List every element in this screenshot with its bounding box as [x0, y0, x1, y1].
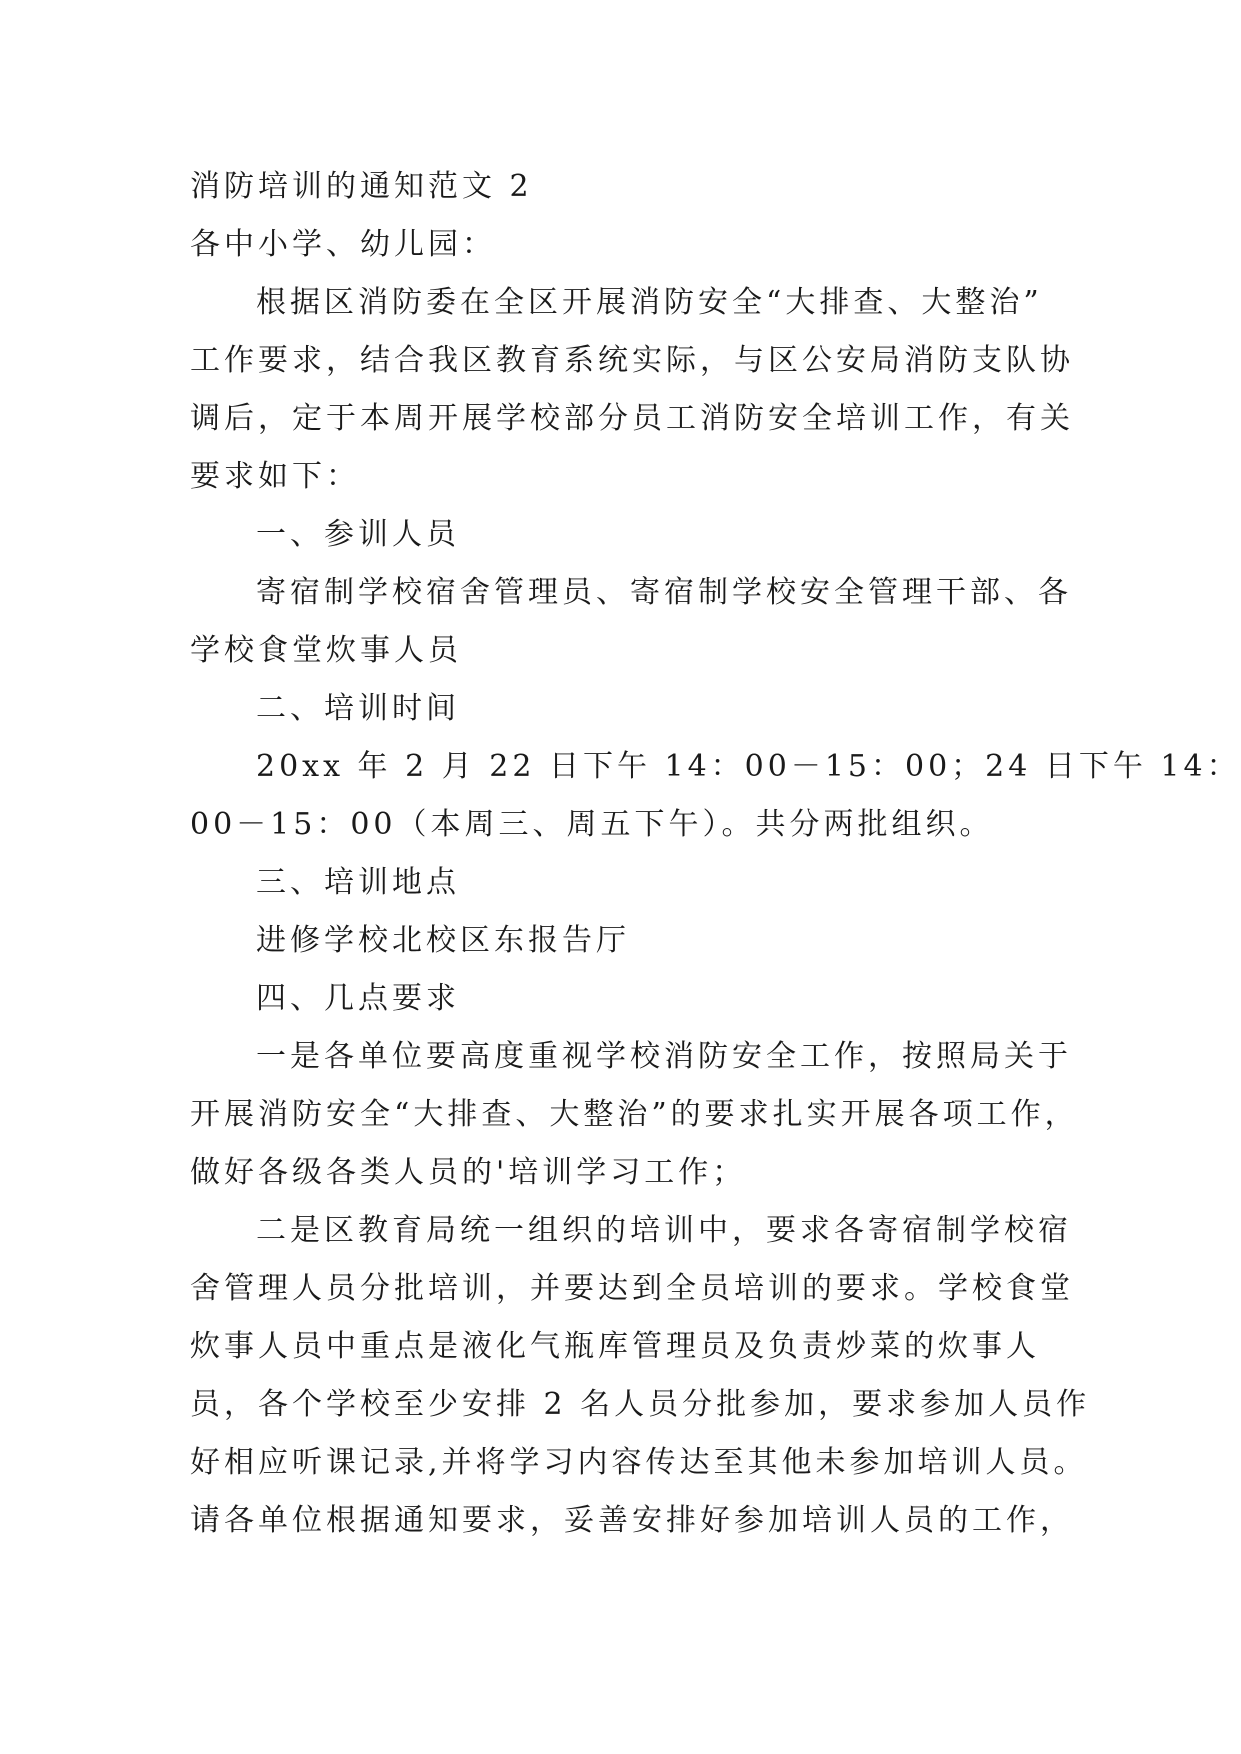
body-line: 一是各单位要高度重视学校消防安全工作，按照局关于 — [256, 1039, 1072, 1074]
body-line: 工作要求，结合我区教育系统实际，与区公安局消防支队协 — [190, 343, 1074, 378]
body-line: 请各单位根据通知要求，妥善安排好参加培训人员的工作， — [190, 1503, 1074, 1538]
body-line: 员，各个学校至少安排 2 名人员分批参加，要求参加人员作 — [190, 1387, 1091, 1422]
body-line: 00－15：00（本周三、周五下午）。共分两批组织。 — [190, 807, 994, 842]
body-line: 根据区消防委在全区开展消防安全“大排查、大整治” — [256, 285, 1043, 320]
body-line: 调后，定于本周开展学校部分员工消防安全培训工作，有关 — [190, 401, 1074, 436]
body-line: 舍管理人员分批培训，并要达到全员培训的要求。学校食堂 — [190, 1271, 1074, 1306]
body-line: 四、几点要求 — [256, 981, 460, 1016]
document-body — [190, 158, 1241, 1550]
body-line: 好相应听课记录,并将学习内容传达至其他未参加培训人员。 — [190, 1445, 1088, 1480]
body-line: 20xx 年 2 月 22 日下午 14：00－15：00；24 日下午 14： — [256, 749, 1241, 784]
salutation: 各中小学、幼儿园： — [190, 227, 496, 262]
body-line: 开展消防安全“大排查、大整治”的要求扎实开展各项工作， — [190, 1097, 1079, 1132]
body-line: 寄宿制学校宿舍管理员、寄宿制学校安全管理干部、各 — [256, 575, 1072, 610]
body-line: 要求如下： — [190, 459, 360, 494]
body-text — [190, 274, 1241, 1550]
body-line: 学校食堂炊事人员 — [190, 633, 462, 668]
document-title: 消防培训的通知范文 2 — [190, 169, 533, 204]
body-line: 进修学校北校区东报告厅 — [256, 923, 630, 958]
body-line: 二是区教育局统一组织的培训中，要求各寄宿制学校宿 — [256, 1213, 1072, 1248]
body-line: 三、培训地点 — [256, 865, 460, 900]
body-line: 做好各级各类人员的'培训学习工作； — [190, 1155, 747, 1190]
body-line: 一、参训人员 — [256, 517, 460, 552]
body-line: 二、培训时间 — [256, 691, 460, 726]
body-line: 炊事人员中重点是液化气瓶库管理员及负责炒菜的炊事人 — [190, 1329, 1040, 1364]
